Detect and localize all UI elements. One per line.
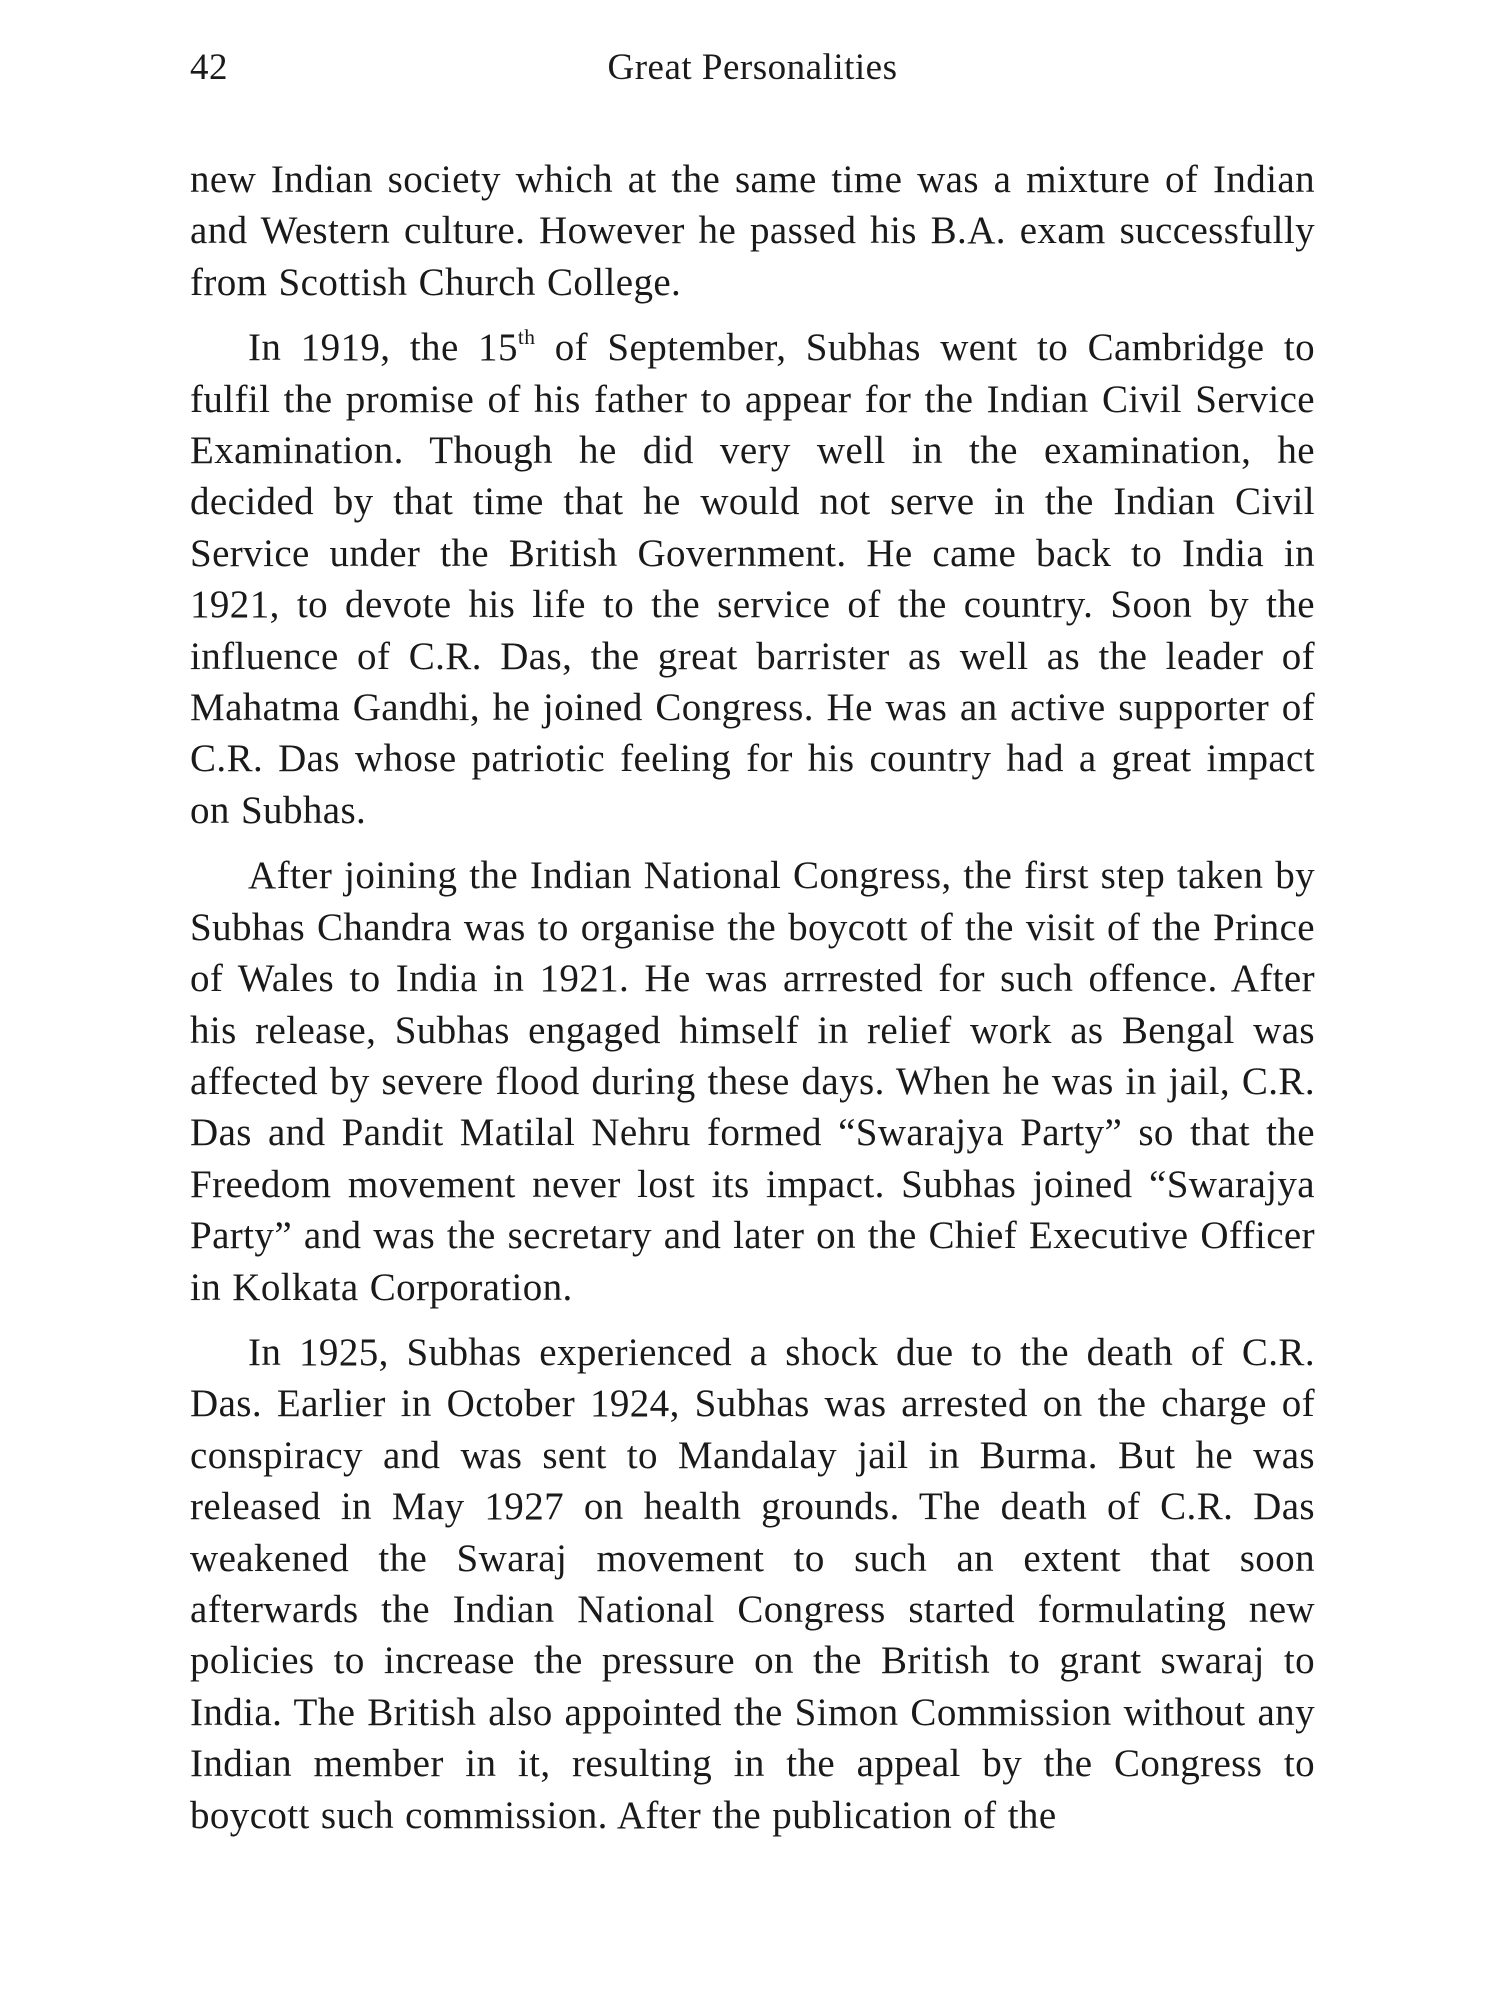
page-number: 42 [190,47,228,88]
paragraph-cambridge-start: In 1919, the 15 [248,326,518,370]
paragraph-cambridge [190,322,1315,836]
paragraph-continuation: new Indian society which at the same time was a mixture of Indian and Western culture. However he passed his B.A. exam successfully from Scottish Church College. [190,158,1315,304]
paragraph-cambridge-rest: of September, Subhas went to Cambridge to fulfil the promise of his father to appear for the Indian Civil Service Examination. Though he did very well in the examination, he decided by that time that he would not serve in the Indian Civil Service under the British Government. He came back to India in 1921, to devote his life to the service of the country. Soon by the influence of C.R. Das, the great barrister as well as the leader of Mahatma Gandhi, he joined Congress. He was an active supporter of C.R. Das whose patriotic feeling for his country had a great impact on Subhas. [190,326,1315,832]
paragraph-congress: After joining the Indian National Congress, the first step taken by Subhas Chandra was to organise the boycott of the visit of the Prince of Wales to India in 1921. He was arrrested for such offence. After his release, Subhas engaged himself in relief work as Bengal was affected by severe flood during these days. When he was in jail, C.R. Das and Pandit Matilal Nehru formed “Swarajya Party” so that the Freedom movement never lost its impact. Subhas joined “Swarajya Party” and was the secretary and later on the Chief Executive Officer in Kolkata Corporation. [190,854,1315,1309]
running-title: Great Personalities [607,47,898,88]
paragraph-1925: In 1925, Subhas experienced a shock due to the death of C.R. Das. Earlier in October 1924, Subhas was arrested on the charge of conspiracy and was sent to Mandalay jail in Burma. But he was released in May 1927 on health grounds. The death of C.R. Das weakened the Swaraj movement to such an extent that soon afterwards the Indian National Congress started formulating new policies to increase the pressure on the British to grant swaraj to India. The British also appointed the Simon Commission without any Indian member in it, resulting in the appeal by the Congress to boycott such commission. After the publication of the [190,1330,1315,1837]
ordinal-superscript: th [517,325,536,350]
book-page [190,40,1315,1841]
page-header [190,40,1315,96]
